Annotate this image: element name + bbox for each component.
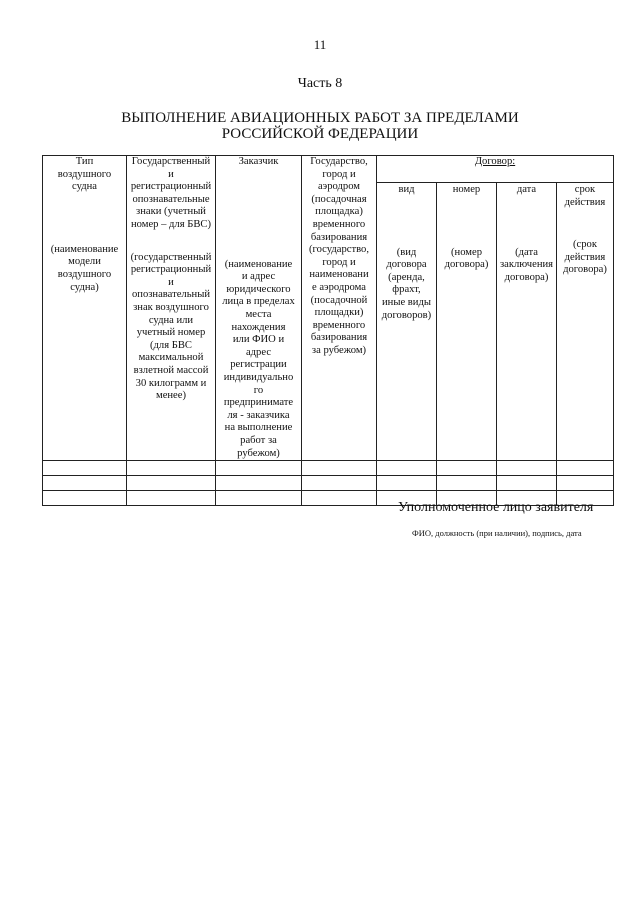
empty-cell[interactable] — [302, 476, 377, 491]
lines — [303, 156, 375, 244]
col-registration-marks — [127, 156, 216, 461]
part-title: Часть 8 — [297, 76, 343, 91]
col-customer — [216, 156, 302, 461]
cell-text-line: максимальной — [138, 352, 204, 364]
cell-text-line: индивидуально — [223, 371, 294, 383]
cell-text-line: действия — [564, 196, 606, 208]
cell-text-line: площадка) — [315, 206, 363, 218]
cell-text-line: временного — [312, 218, 366, 230]
lines — [303, 244, 375, 357]
contract-header: Договор: — [377, 156, 614, 183]
cell-text-line: менее) — [155, 390, 186, 402]
cell-text-line: знак воздушного — [133, 301, 209, 313]
cell-text-line: е аэродрома — [311, 281, 366, 293]
cell-text-line: (для БВС — [150, 339, 192, 351]
cell-text-line: договора) — [504, 271, 549, 283]
empty-row — [43, 476, 614, 491]
lines — [498, 247, 555, 285]
empty-cell[interactable] — [43, 491, 127, 506]
cell-text-line: регистрации — [230, 359, 287, 371]
lines — [217, 259, 300, 461]
empty-cell[interactable] — [127, 461, 216, 476]
cell-text-line: (государство, — [309, 244, 369, 256]
cell-text-line: предпринимате — [223, 397, 294, 409]
empty-cell[interactable] — [377, 461, 437, 476]
contract-date-header: дата — [516, 183, 537, 195]
cell-text-line: Государство, — [310, 156, 368, 167]
empty-row — [43, 461, 614, 476]
cell-text-line: наименовани — [309, 269, 369, 281]
cell-text-line: адрес — [245, 346, 272, 358]
cell-text-line: фрахт, — [392, 284, 421, 296]
authorized-person-label: Уполномоченное лицо заявителя — [398, 500, 594, 515]
cell-text-line: го — [253, 384, 264, 396]
cell-text-line: (срок — [573, 239, 597, 251]
cell-text-line: и адрес — [241, 271, 276, 283]
cell-text-line: судна или — [148, 314, 194, 326]
empty-cell[interactable] — [43, 476, 127, 491]
col-aircraft-type — [43, 156, 127, 461]
cell-text-line: места — [245, 308, 272, 320]
cell-text-line: договора) — [563, 264, 607, 276]
cell-text-line: (посадочная — [311, 193, 367, 205]
cell-text-line: город и — [322, 256, 356, 268]
cell-text-line: базирования — [310, 231, 368, 243]
cell-text-line: действия — [564, 251, 606, 263]
cell-text-line: иные виды — [382, 296, 431, 308]
cell-text-line: договора) — [444, 259, 489, 271]
lines — [438, 247, 495, 272]
cell-text-line: аэродром — [317, 181, 361, 193]
document-title — [0, 110, 640, 142]
cell-text-line: учетный номер — [136, 327, 206, 339]
cell-text-line: опознавательные — [132, 193, 210, 205]
cell-text-line: договора — [386, 259, 427, 271]
col-state-city-aerodrome — [302, 156, 377, 461]
empty-cell[interactable] — [497, 476, 557, 491]
cell-text-line: (государственный — [130, 251, 212, 263]
cell-text-line: (наименование — [50, 243, 119, 255]
cell-text-line: и — [168, 168, 174, 180]
cell-text-line: взлетной массой — [133, 364, 209, 376]
cell-text-line: срок — [574, 183, 596, 195]
cell-text-line: знаки (учетный — [136, 206, 206, 218]
empty-cell[interactable] — [302, 491, 377, 506]
col-contract-date — [497, 182, 557, 460]
empty-cell[interactable] — [43, 461, 127, 476]
lines — [378, 247, 435, 323]
lines — [128, 252, 214, 403]
col-contract-type — [377, 182, 437, 460]
title-line-1: ВЫПОЛНЕНИЕ АВИАЦИОННЫХ РАБОТ ЗА ПРЕДЕЛАМИ — [121, 110, 519, 126]
cell-text-line: работ за — [240, 434, 277, 446]
empty-cell[interactable] — [127, 476, 216, 491]
empty-cell[interactable] — [557, 461, 614, 476]
cell-text-line: договоров) — [381, 309, 432, 321]
cell-text-line: юридического — [226, 283, 291, 295]
cell-text-line: Заказчик — [238, 156, 279, 167]
cell-text-line: город и — [322, 168, 356, 180]
cell-text-line: заключения — [499, 259, 554, 271]
cell-text-line: модели — [68, 256, 101, 268]
cell-text-line: воздушного — [57, 268, 112, 280]
col-contract-term — [557, 182, 614, 460]
empty-cell[interactable] — [437, 476, 497, 491]
cell-text-line: Тип — [75, 156, 94, 167]
cell-text-line: (номер — [451, 246, 482, 258]
empty-cell[interactable] — [557, 476, 614, 491]
lines — [128, 156, 214, 232]
col-contract-number — [437, 182, 497, 460]
cell-text-line: опознавательный — [131, 289, 210, 301]
lines — [44, 244, 125, 294]
cell-text-line: регистрационный — [130, 264, 212, 276]
cell-text-line: (аренда, — [388, 271, 425, 283]
cell-text-line: или ФИО и — [232, 334, 285, 346]
cell-text-line: рубежом) — [237, 447, 280, 459]
cell-text-line: на выполнение — [224, 422, 293, 434]
empty-cell[interactable] — [497, 461, 557, 476]
lines — [558, 239, 612, 277]
cell-text-line: (дата — [515, 246, 538, 258]
cell-text-line: базирования — [310, 332, 368, 344]
cell-text-line: воздушного — [57, 168, 112, 180]
empty-cell[interactable] — [127, 491, 216, 506]
cell-text-line: (наименование — [224, 258, 293, 270]
page-number: 11 — [313, 37, 327, 52]
cell-text-line: временного — [312, 319, 366, 331]
cell-text-line: за рубежом) — [311, 344, 367, 356]
contract-type-header: вид — [398, 183, 415, 195]
empty-cell[interactable] — [437, 461, 497, 476]
cell-text-line: лица в пределах — [222, 296, 295, 308]
lines — [558, 184, 612, 209]
contract-number-header: номер — [452, 183, 481, 195]
aviation-works-table — [42, 155, 614, 506]
lines — [217, 156, 300, 169]
cell-text-line: площадки) — [314, 307, 364, 319]
cell-text-line: нахождения — [231, 321, 286, 333]
empty-cell[interactable] — [302, 461, 377, 476]
empty-cell[interactable] — [216, 476, 302, 491]
cell-text-line: судна) — [70, 281, 99, 293]
table-header-row — [43, 156, 614, 183]
cell-text-line: регистрационный — [130, 181, 212, 193]
cell-text-line: и — [168, 276, 174, 288]
empty-cell[interactable] — [216, 491, 302, 506]
lines — [44, 156, 125, 194]
cell-text-line: Государственный — [131, 156, 211, 167]
cell-text-line: 30 килограмм и — [135, 377, 207, 389]
empty-cell[interactable] — [377, 476, 437, 491]
cell-text-line: (вид — [396, 246, 417, 258]
empty-cell[interactable] — [216, 461, 302, 476]
signature-note: ФИО, должность (при наличии), подпись, дата — [412, 528, 582, 538]
cell-text-line: судна — [72, 181, 97, 193]
cell-text-line: (посадочной — [310, 294, 368, 306]
title-line-2: РОССИЙСКОЙ ФЕДЕРАЦИИ — [221, 126, 419, 142]
cell-text-line: номер – для БВС) — [130, 218, 211, 230]
cell-text-line: ля - заказчика — [227, 409, 290, 421]
